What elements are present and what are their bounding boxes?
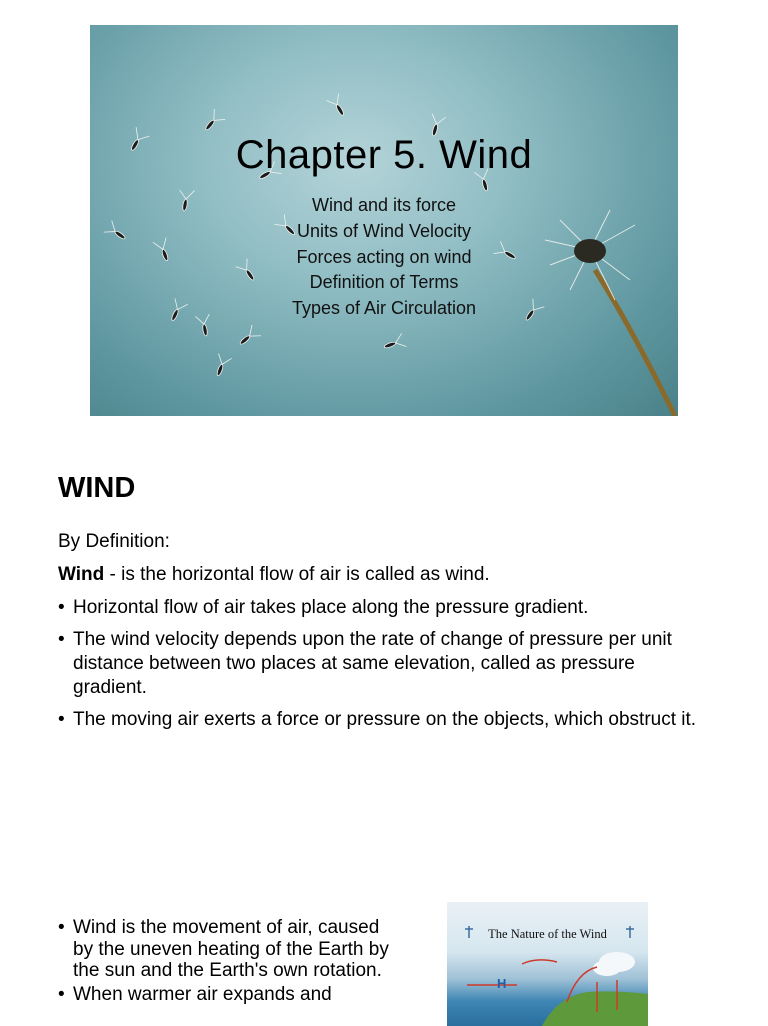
bullet-item xyxy=(58,596,708,620)
bullet-icon: • xyxy=(58,983,65,1005)
bullet-icon: • xyxy=(58,709,65,730)
bullet-text: The moving air exerts a force or pressure on the objects, which obstruct it. xyxy=(73,709,697,730)
intro-line: By Definition: xyxy=(58,531,170,552)
topic-item: Types of Air Circulation xyxy=(291,298,477,319)
topic-item: Units of Wind Velocity xyxy=(296,220,472,241)
definition-slide xyxy=(0,440,768,880)
bullet-text: Wind is the movement of air, caused by the uneven heating of the Earth by the sun and the Earth's own rotation. xyxy=(73,917,389,981)
bullet-icon: • xyxy=(58,629,65,650)
title-slide xyxy=(90,25,678,416)
bullet-text: When warmer air expands and xyxy=(73,983,332,1005)
topic-item: Definition of Terms xyxy=(309,272,459,293)
explanation-bullets xyxy=(58,917,403,1007)
topic-list xyxy=(90,193,678,322)
bullet-text: The wind velocity depends upon the rate of change of pressure per unit distance between two places at same elevation, called as pressure gradient. xyxy=(73,629,672,698)
explanation-slide xyxy=(0,895,768,1024)
definition-body xyxy=(58,530,708,740)
figure-title: The Nature of the Wind xyxy=(488,927,607,941)
wind-vane-icon xyxy=(447,902,648,1026)
topic-item: Wind and its force xyxy=(311,195,457,215)
bullet-text: Horizontal flow of air takes place along the pressure gradient. xyxy=(73,597,589,618)
definition-text: - is the horizontal flow of air is called as wind. xyxy=(104,564,490,585)
pressure-high-label: H xyxy=(497,976,507,991)
slide-title: Chapter 5. Wind xyxy=(235,133,533,177)
topic-item: Forces acting on wind xyxy=(296,246,472,267)
section-heading: WIND xyxy=(58,472,136,504)
bullet-item xyxy=(58,628,708,700)
wind-nature-figure xyxy=(447,902,648,1026)
bullet-item xyxy=(58,984,403,1006)
bullet-item xyxy=(58,708,708,732)
bullet-item xyxy=(58,917,403,982)
bullet-icon: • xyxy=(58,597,65,618)
definition-term: Wind xyxy=(58,564,105,585)
bullet-icon: • xyxy=(58,917,65,938)
definition-line xyxy=(58,563,708,587)
